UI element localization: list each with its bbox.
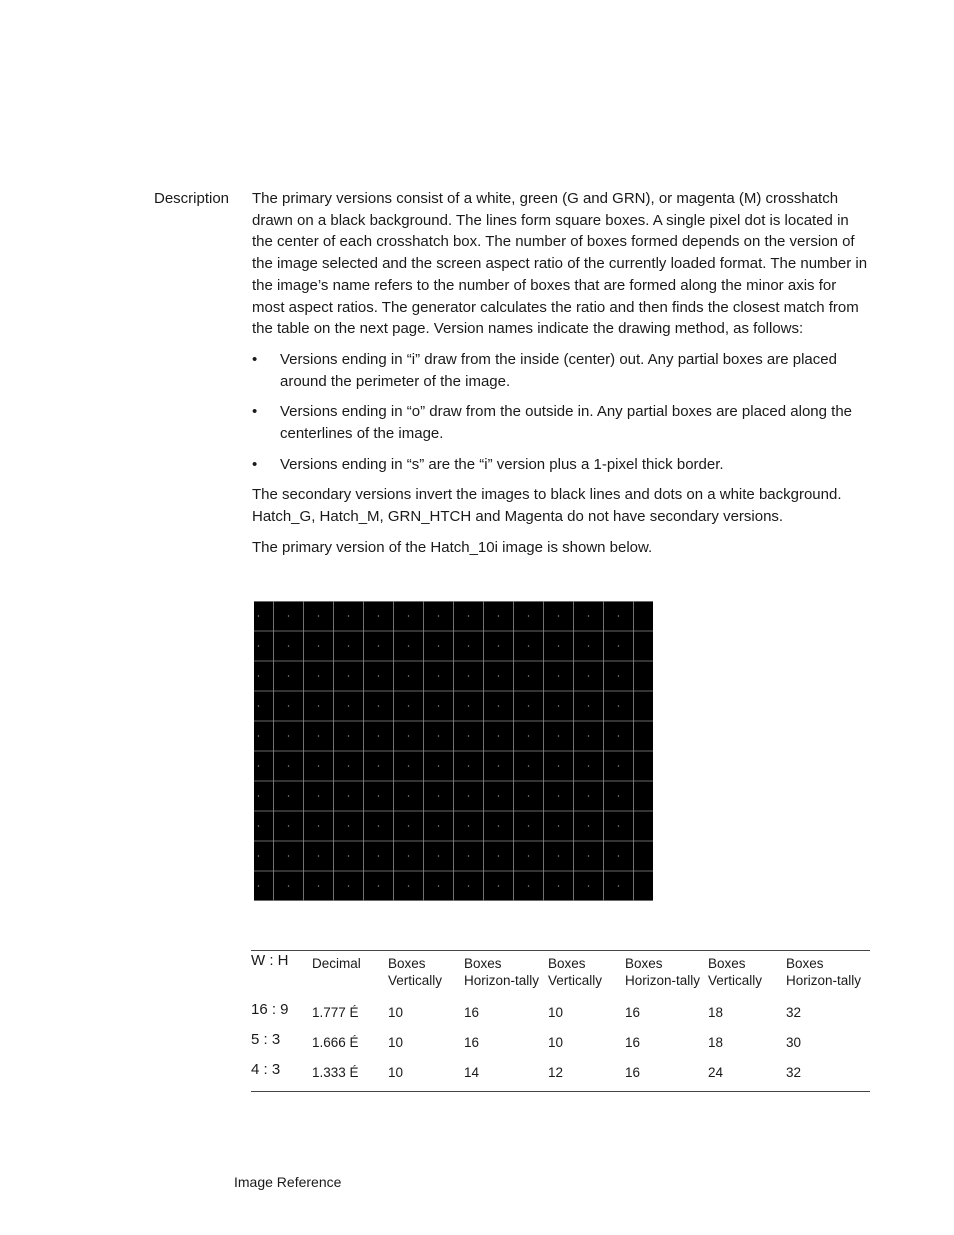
table-cell: 16 [464,1005,480,1020]
table-cell: 16 [625,1005,641,1020]
header-cell: Decimal [312,956,361,971]
crosshatch-center-dot [288,825,289,826]
description-body [252,188,870,568]
table-cell: 16 : 9 [251,1001,289,1018]
header-cell: Boxes Vertically [388,956,443,988]
section-label: Description [154,190,230,207]
crosshatch-center-dot [588,705,589,706]
crosshatch-center-dot [288,705,289,706]
crosshatch-center-dot [408,825,409,826]
crosshatch-center-dot [498,765,499,766]
crosshatch-center-dot [258,765,259,766]
crosshatch-center-dot [618,825,619,826]
header-cell: Boxes Horizon-tally [625,956,701,988]
version-list-item [252,401,870,444]
crosshatch-center-dot [438,795,439,796]
crosshatch-center-dot [558,855,559,856]
header-cell: Boxes Horizon-tally [464,956,540,988]
crosshatch-center-dot [528,615,529,616]
crosshatch-center-dot [318,795,319,796]
crosshatch-center-dot [348,705,349,706]
version-list-text: Versions ending in “o” draw from the outside in. Any partial boxes are placed along the centerlines of the image. [280,403,853,443]
table-cell: 30 [786,1035,802,1050]
table-cell: 16 [625,1035,641,1050]
crosshatch-center-dot [318,735,319,736]
crosshatch-center-dot [498,885,499,886]
crosshatch-center-dot [558,885,559,886]
crosshatch-center-dot [438,705,439,706]
crosshatch-center-dot [318,885,319,886]
secondary-paragraph: The secondary versions invert the images to black lines and dots on a white background. Hatch_G, Hatch_M, GRN_HTCH and Magenta do not have secondary versions. [252,486,842,526]
crosshatch-center-dot [408,765,409,766]
crosshatch-center-dot [618,705,619,706]
table-cell: 16 [625,1065,641,1080]
crosshatch-center-dot [348,855,349,856]
crosshatch-center-dot [378,795,379,796]
table-cell: 10 [388,1065,404,1080]
crosshatch-center-dot [468,735,469,736]
crosshatch-center-dot [318,855,319,856]
crosshatch-center-dot [288,795,289,796]
crosshatch-center-dot [318,615,319,616]
crosshatch-center-dot [468,825,469,826]
table-cell: 10 [388,1005,404,1020]
crosshatch-center-dot [408,885,409,886]
table-cell: 10 [548,1005,564,1020]
intro-paragraph: The primary versions consist of a white, green (G and GRN), or magenta (M) crosshatch drawn on a black background. The lines form square boxes. A single pixel dot is located in the center of each crosshatch box. The number of boxes formed depends on the version of the image selected and the screen aspect ratio of the currently loaded format. The number in the image’s name refers to the number of boxes that are formed along the minor axis for most aspect ratios. The generator calculates the ratio and then finds the closest match from the table on the next page. Version names indicate the drawing method, as follows: [252,190,868,338]
header-cell: Boxes Vertically [708,956,763,988]
crosshatch-image [254,601,653,901]
crosshatch-center-dot [348,885,349,886]
table-cell: 32 [786,1005,802,1020]
header-cell: W : H [251,952,289,969]
crosshatch-center-dot [498,795,499,796]
table-cell: 16 [464,1035,480,1050]
crosshatch-center-dot [408,645,409,646]
crosshatch-center-dot [318,675,319,676]
figure-caption: The primary version of the Hatch_10i image is shown below. [252,538,653,556]
crosshatch-center-dot [408,615,409,616]
crosshatch-center-dot [288,645,289,646]
crosshatch-center-dot [258,675,259,676]
crosshatch-center-dot [588,645,589,646]
aspect-ratio-table [251,950,870,1092]
crosshatch-center-dot [558,765,559,766]
crosshatch-center-dot [348,645,349,646]
crosshatch-center-dot [528,645,529,646]
crosshatch-center-dot [378,675,379,676]
crosshatch-center-dot [588,675,589,676]
crosshatch-center-dot [348,795,349,796]
crosshatch-center-dot [618,675,619,676]
table-cell: 5 : 3 [251,1031,281,1048]
crosshatch-center-dot [558,705,559,706]
crosshatch-center-dot [468,885,469,886]
crosshatch-center-dot [348,735,349,736]
crosshatch-center-dot [438,885,439,886]
crosshatch-center-dot [588,765,589,766]
crosshatch-center-dot [438,855,439,856]
crosshatch-center-dot [528,735,529,736]
crosshatch-center-dot [498,825,499,826]
table-cell: 1.777 É [312,1005,359,1020]
table-cell: 32 [786,1065,802,1080]
crosshatch-center-dot [288,675,289,676]
crosshatch-center-dot [408,705,409,706]
crosshatch-center-dot [528,705,529,706]
table-row [251,1061,870,1092]
crosshatch-center-dot [258,795,259,796]
crosshatch-center-dot [438,765,439,766]
table-cell: 18 [708,1035,724,1050]
crosshatch-center-dot [498,855,499,856]
crosshatch-center-dot [438,615,439,616]
crosshatch-center-dot [318,765,319,766]
crosshatch-center-dot [408,795,409,796]
crosshatch-center-dot [378,705,379,706]
crosshatch-center-dot [408,855,409,856]
crosshatch-center-dot [438,735,439,736]
crosshatch-center-dot [588,735,589,736]
crosshatch-center-dot [408,735,409,736]
crosshatch-center-dot [588,795,589,796]
crosshatch-center-dot [288,615,289,616]
page-footer: Image Reference [234,1174,342,1190]
crosshatch-center-dot [468,765,469,766]
crosshatch-center-dot [498,645,499,646]
crosshatch-center-dot [618,645,619,646]
crosshatch-center-dot [378,825,379,826]
crosshatch-center-dot [618,795,619,796]
crosshatch-center-dot [258,885,259,886]
crosshatch-center-dot [258,855,259,856]
table-cell: 1.333 É [312,1065,359,1080]
crosshatch-center-dot [378,855,379,856]
crosshatch-center-dot [468,615,469,616]
header-cell: Boxes Vertically [548,956,603,988]
crosshatch-center-dot [468,855,469,856]
crosshatch-center-dot [318,705,319,706]
hatch-10i-figure [254,601,653,901]
crosshatch-center-dot [378,615,379,616]
crosshatch-center-dot [588,855,589,856]
crosshatch-center-dot [408,675,409,676]
crosshatch-center-dot [588,825,589,826]
crosshatch-center-dot [528,855,529,856]
crosshatch-center-dot [618,885,619,886]
version-list [252,349,870,476]
crosshatch-center-dot [498,615,499,616]
crosshatch-center-dot [588,885,589,886]
crosshatch-center-dot [528,885,529,886]
crosshatch-center-dot [468,675,469,676]
crosshatch-center-dot [438,675,439,676]
crosshatch-center-dot [498,735,499,736]
crosshatch-center-dot [348,675,349,676]
crosshatch-center-dot [528,825,529,826]
crosshatch-center-dot [498,705,499,706]
bullet-icon: • [252,350,258,368]
crosshatch-center-dot [348,825,349,826]
bullet-icon: • [252,403,258,421]
crosshatch-center-dot [468,645,469,646]
table-cell: 4 : 3 [251,1061,281,1078]
crosshatch-center-dot [528,765,529,766]
crosshatch-center-dot [318,825,319,826]
aspect-ratio-table-wrap [251,950,870,1092]
crosshatch-center-dot [288,855,289,856]
crosshatch-center-dot [348,615,349,616]
crosshatch-center-dot [618,615,619,616]
table-cell: 18 [708,1005,724,1020]
table-cell: 24 [708,1065,724,1080]
crosshatch-center-dot [618,765,619,766]
table-cell: 12 [548,1065,564,1080]
version-list-text: Versions ending in “s” are the “i” version plus a 1-pixel thick border. [280,455,724,473]
crosshatch-center-dot [618,855,619,856]
version-list-text: Versions ending in “i” draw from the inside (center) out. Any partial boxes are placed around the perimeter of the image. [280,350,837,390]
crosshatch-center-dot [558,645,559,646]
crosshatch-center-dot [258,645,259,646]
crosshatch-center-dot [438,825,439,826]
crosshatch-center-dot [558,615,559,616]
crosshatch-center-dot [288,735,289,736]
version-list-item [252,454,870,476]
crosshatch-center-dot [288,765,289,766]
crosshatch-center-dot [618,735,619,736]
crosshatch-center-dot [318,645,319,646]
table-header-row [251,951,870,1002]
crosshatch-center-dot [558,735,559,736]
version-list-item [252,349,870,392]
header-cell: Boxes Horizon-tally [786,956,862,988]
crosshatch-center-dot [258,615,259,616]
crosshatch-center-dot [288,885,289,886]
crosshatch-center-dot [558,795,559,796]
table-cell: 10 [548,1035,564,1050]
crosshatch-center-dot [438,645,439,646]
table-cell: 1.666 É [312,1035,359,1050]
crosshatch-center-dot [468,705,469,706]
bullet-icon: • [252,455,258,473]
crosshatch-center-dot [558,675,559,676]
crosshatch-center-dot [348,765,349,766]
crosshatch-center-dot [378,885,379,886]
table-row [251,1031,870,1061]
crosshatch-center-dot [588,615,589,616]
crosshatch-center-dot [498,675,499,676]
crosshatch-center-dot [378,735,379,736]
crosshatch-center-dot [528,795,529,796]
crosshatch-center-dot [258,825,259,826]
crosshatch-center-dot [558,825,559,826]
table-cell: 14 [464,1065,480,1080]
table-cell: 10 [388,1035,404,1050]
crosshatch-center-dot [528,675,529,676]
crosshatch-center-dot [378,645,379,646]
crosshatch-center-dot [258,735,259,736]
crosshatch-center-dot [378,765,379,766]
crosshatch-center-dot [258,705,259,706]
table-row [251,1001,870,1031]
crosshatch-center-dot [468,795,469,796]
